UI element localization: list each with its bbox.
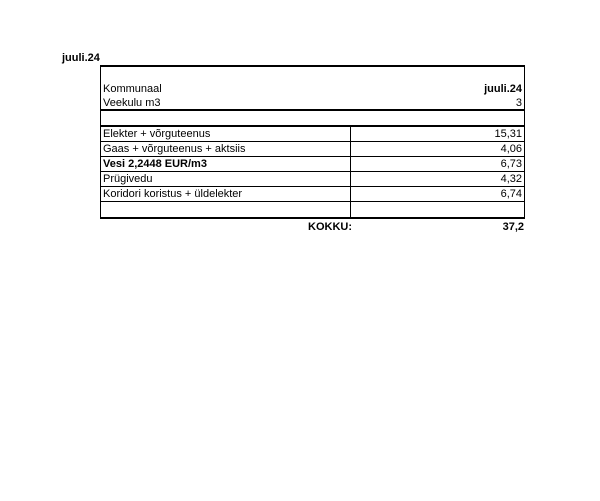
total-label: KOKKU: [308,221,352,233]
item-label: Koridori koristus + üldelekter [101,187,351,201]
item-row [101,157,524,172]
item-value: 4,06 [500,143,522,155]
item-value: 15,31 [494,128,522,140]
water-usage-value: 3 [515,97,522,109]
water-usage-row [101,96,524,110]
header-period: juuli.24 [484,83,522,95]
blank-row [100,111,525,125]
item-row [101,127,524,142]
summary-table [100,65,525,111]
item-value [351,202,524,217]
items-table [100,125,525,219]
item-label: Vesi 2,2448 EUR/m3 [101,157,351,171]
item-value: 4,32 [500,173,522,185]
item-value: 6,73 [500,158,522,170]
item-label: Elekter + võrguteenus [101,127,351,141]
item-label: Prügivedu [101,172,351,186]
header-label: Kommunaal [103,83,162,95]
item-row [101,142,524,157]
total-value: 37,2 [502,221,524,233]
sheet-title: juuli.24 [62,52,100,64]
header-row [101,82,524,96]
item-row [101,172,524,187]
item-value: 6,74 [500,188,522,200]
water-usage-label: Veekulu m3 [103,97,161,109]
item-label: Gaas + võrguteenus + aktsiis [101,142,351,156]
item-row-empty [101,202,524,217]
item-row [101,187,524,202]
item-label [101,202,351,217]
